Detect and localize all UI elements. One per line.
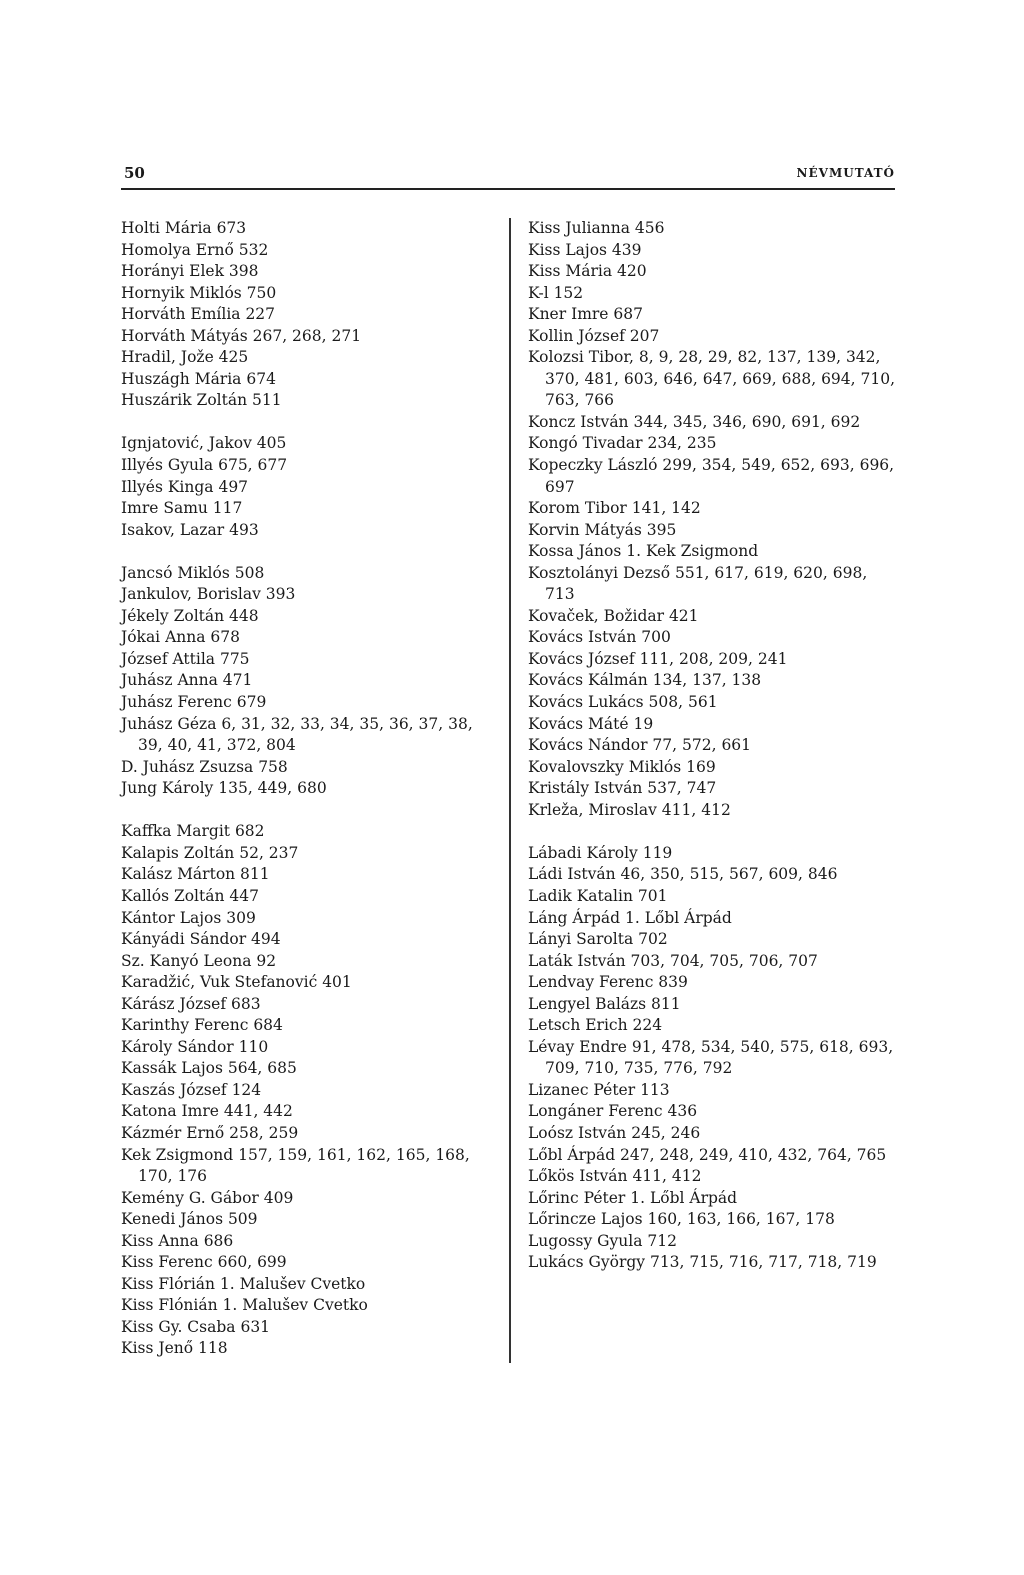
index-letter-group [121, 563, 493, 800]
index-entry: Ignjatović, Jakov 405 [121, 434, 287, 453]
index-entry: Horváth Emília 227 [121, 305, 276, 324]
index-entry: Huszárik Zoltán 511 [121, 391, 282, 410]
index-entry: Lányi Sarolta 702 [528, 930, 668, 949]
index-entry: Lőkös István 411, 412 [528, 1167, 702, 1186]
index-column-left [121, 218, 493, 1360]
page-header [121, 164, 895, 190]
running-head: NÉVMUTATÓ [796, 166, 895, 180]
index-entry: K-l 152 [528, 283, 584, 302]
index-entry: Huszágh Mária 674 [121, 369, 276, 388]
index-entry: Isakov, Lazar 493 [121, 520, 259, 539]
index-entry: Kovalovszky Miklós 169 [528, 757, 716, 776]
index-entry: Lőbl Árpád 247, 248, 249, 410, 432, 764, 765 [528, 1145, 887, 1164]
index-entry: Illyés Kinga 497 [121, 477, 249, 496]
index-letter-group [121, 433, 493, 541]
index-entry: Katona Imre 441, 442 [121, 1102, 293, 1121]
index-entry: Kiss Anna 686 [121, 1231, 234, 1250]
index-entry: Imre Samu 117 [121, 499, 243, 518]
index-entry: Kolozsi Tibor, 8, 9, 28, 29, 82, 137, 139, 342, 370, 481, 603, 646, 647, 669, 688, 694, 710, 763, 766 [528, 348, 896, 410]
index-entry: Kristály István 537, 747 [528, 779, 717, 798]
index-entry: Hradil, Jože 425 [121, 348, 249, 367]
index-entry: Kányádi Sándor 494 [121, 930, 281, 949]
index-entry: Kenedi János 509 [121, 1210, 258, 1229]
index-entry: Kovács Kálmán 134, 137, 138 [528, 671, 762, 690]
index-entry: Kiss Lajos 439 [528, 240, 642, 259]
index-entry: Károly Sándor 110 [121, 1037, 269, 1056]
index-entry: Kiss Jenő 118 [121, 1339, 228, 1358]
index-entry: Kopeczky László 299, 354, 549, 652, 693, 696, 697 [528, 456, 895, 496]
index-entry: Kovaček, Božidar 421 [528, 606, 699, 625]
index-entry: Kallós Zoltán 447 [121, 886, 259, 905]
index-entry: Juhász Ferenc 679 [121, 693, 267, 712]
index-entry: D. Juhász Zsuzsa 758 [121, 757, 288, 776]
index-entry: Karadžić, Vuk Stefanović 401 [121, 973, 352, 992]
index-entry: Kiss Flónián 1. Malušev Cvetko [121, 1296, 368, 1315]
index-entry: Laták István 703, 704, 705, 706, 707 [528, 951, 818, 970]
index-entry: Juhász Géza 6, 31, 32, 33, 34, 35, 36, 37, 38, 39, 40, 41, 372, 804 [121, 714, 473, 755]
index-entry: Lizanec Péter 113 [528, 1080, 670, 1099]
index-entry: Lugossy Gyula 712 [528, 1231, 677, 1250]
index-entry: Lukács György 713, 715, 716, 717, 718, 719 [528, 1253, 877, 1272]
index-entry: Horányi Elek 398 [121, 262, 259, 281]
index-letter-group [528, 843, 898, 1274]
index-letter-group [121, 821, 493, 1360]
index-entry: Ladik Katalin 701 [528, 886, 668, 905]
index-entry: Kassák Lajos 564, 685 [121, 1059, 297, 1078]
index-letter-group [528, 218, 898, 821]
index-entry: Juhász Anna 471 [121, 671, 253, 690]
index-entry: Kongó Tivadar 234, 235 [528, 434, 717, 453]
index-entry: Karinthy Ferenc 684 [121, 1016, 283, 1035]
index-entry: Kalász Márton 811 [121, 865, 270, 884]
index-entry: Jókai Anna 678 [121, 628, 240, 647]
index-entry: Jung Károly 135, 449, 680 [121, 779, 327, 798]
index-entry: Kárász József 683 [121, 994, 261, 1013]
index-entry: Hornyik Miklós 750 [121, 283, 277, 302]
index-entry: Letsch Erich 224 [528, 1016, 663, 1035]
index-entry: Kner Imre 687 [528, 305, 643, 324]
index-entry: Sz. Kanyó Leona 92 [121, 951, 277, 970]
index-entry: Loósz István 245, 246 [528, 1123, 701, 1142]
column-divider [509, 218, 511, 1363]
index-entry: Kossa János 1. Kek Zsigmond [528, 542, 759, 561]
index-entry: Horváth Mátyás 267, 268, 271 [121, 326, 362, 345]
index-entry: Holti Mária 673 [121, 219, 247, 237]
index-entry: Lőrincze Lajos 160, 163, 166, 167, 178 [528, 1210, 835, 1229]
index-entry: Kiss Mária 420 [528, 262, 647, 281]
index-entry: Kovács István 700 [528, 628, 671, 647]
index-entry: Kovács Máté 19 [528, 714, 654, 733]
index-entry: Lábadi Károly 119 [528, 843, 673, 862]
index-entry: Kiss Gy. Csaba 631 [121, 1317, 271, 1336]
index-entry: Lőrinc Péter 1. Lőbl Árpád [528, 1188, 738, 1207]
index-entry: Kiss Julianna 456 [528, 219, 665, 237]
index-column-right [528, 218, 898, 1274]
index-entry: Kovács József 111, 208, 209, 241 [528, 649, 788, 668]
index-entry: Kiss Ferenc 660, 699 [121, 1253, 287, 1272]
index-entry: Longáner Ferenc 436 [528, 1102, 698, 1121]
index-entry: Kalapis Zoltán 52, 237 [121, 843, 299, 862]
index-entry: Kemény G. Gábor 409 [121, 1188, 294, 1207]
index-entry: Homolya Ernő 532 [121, 240, 269, 259]
index-entry: Ládi István 46, 350, 515, 567, 609, 846 [528, 865, 838, 884]
index-entry: Korom Tibor 141, 142 [528, 499, 701, 518]
index-letter-group [121, 218, 493, 412]
index-entry: Kosztolányi Dezső 551, 617, 619, 620, 698, 713 [528, 563, 868, 604]
index-entry: Koncz István 344, 345, 346, 690, 691, 692 [528, 412, 861, 431]
page-number: 50 [124, 164, 145, 182]
index-entry: Jékely Zoltán 448 [121, 606, 259, 625]
index-entry: Krleža, Miroslav 411, 412 [528, 800, 731, 819]
index-entry: Kovács Nándor 77, 572, 661 [528, 736, 752, 755]
index-entry: Kaszás József 124 [121, 1080, 262, 1099]
index-entry: Illyés Gyula 675, 677 [121, 456, 288, 475]
index-entry: Kántor Lajos 309 [121, 908, 256, 927]
index-entry: Jankulov, Borislav 393 [121, 585, 296, 604]
index-entry: Kaffka Margit 682 [121, 822, 265, 841]
index-entry: Kiss Flórián 1. Malušev Cvetko [121, 1274, 366, 1293]
index-entry: Kollin József 207 [528, 326, 660, 345]
index-entry: Lendvay Ferenc 839 [528, 973, 688, 992]
index-entry: Láng Árpád 1. Lőbl Árpád [528, 908, 732, 927]
index-entry: Kovács Lukács 508, 561 [528, 693, 718, 712]
index-entry: Kek Zsigmond 157, 159, 161, 162, 165, 168, 170, 176 [121, 1145, 470, 1186]
index-entry: József Attila 775 [121, 649, 250, 668]
index-entry: Jancsó Miklós 508 [121, 563, 265, 582]
index-entry: Lévay Endre 91, 478, 534, 540, 575, 618, 693, 709, 710, 735, 776, 792 [528, 1037, 894, 1078]
index-entry: Kázmér Ernő 258, 259 [121, 1123, 299, 1142]
index-entry: Lengyel Balázs 811 [528, 994, 681, 1013]
index-entry: Korvin Mátyás 395 [528, 520, 677, 539]
